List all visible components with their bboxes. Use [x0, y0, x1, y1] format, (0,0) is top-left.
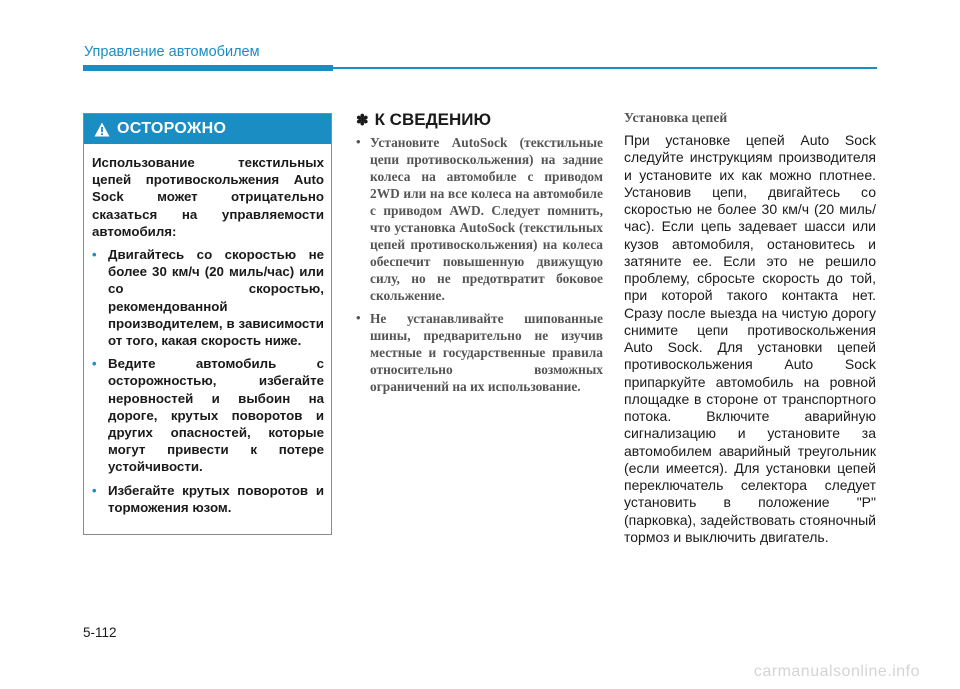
note-bullet-text: Установите AutoSock (текстильные цепи противоскольжения) на задние колеса на автомобиле с приводом 2WD или на все колеса на автомобиле с приводом AWD. Следует помнить, что установка AutoSock (текстильных цепей противоскольжения) на колеса обеспечит повышенную движущую силу, но не предотвратит боковое скольжение. — [370, 135, 603, 303]
star-icon: ✽ — [356, 112, 369, 129]
warning-intro: Использование текстильных цепей противоскольжения Auto Sock может отрицательно сказаться на управляемости автомобиля: — [92, 155, 324, 239]
header-rule-thick — [83, 65, 333, 71]
bullet-icon: • — [92, 247, 97, 263]
warning-body — [84, 144, 331, 516]
install-heading: Установка цепей — [624, 110, 728, 125]
header-rule-thin — [333, 67, 877, 69]
warning-triangle-icon — [94, 122, 110, 137]
note-bullet — [356, 310, 603, 395]
bullet-icon: • — [92, 482, 97, 498]
warning-header — [84, 114, 331, 144]
note-bullet-text: Не устанавливайте шипованные шины, предварительно не изучив местные и государственные правила относительно возможных ограничений на их использование. — [370, 311, 603, 394]
warning-bullet — [92, 246, 324, 349]
warning-bullet-text: Ведите автомобиль с осторожностью, избегайте неровностей и выбоин на дороге, крутых поворотов и других опасностей, которые могут привести к потере устойчивости. — [108, 356, 324, 475]
warning-bullet-text: Избегайте крутых поворотов и торможения юзом. — [108, 482, 324, 515]
warning-bullet — [92, 355, 324, 475]
warning-bullet-text: Двигайтесь со скоростью не более 30 км/ч (20 миль/час) или со скоростью, рекомендованной производителем, в зависимости от того, какая скорость ниже. — [108, 247, 324, 349]
bullet-icon: • — [92, 356, 97, 372]
bullet-icon: • — [356, 134, 361, 149]
warning-bullet — [92, 482, 324, 516]
install-body: При установке цепей Auto Sock следуйте инструкциям производителя и установите их как можно плотнее. Установив цепи, двигайтесь со скоростью не более 30 км/ч (20 миль/час). Если цепь задевает шасси или кузов автомобиля, остановитесь и затяните ее. Если это не решило проблему, сбросьте скорость до той, при которой такого контакта нет. Сразу после выезда на чистую дорогу снимите цепи противоскольжения Auto Sock. Для установки цепей противоскольжения Auto Sock припаркуйте автомобиль на ровной площадке в стороне от транспортного потока. Включите аварийную сигнализацию и установите за автомобилем аварийный треугольник (если имеется). Для установки цепей переключатель селектора следует установить в положение "P" (парковка), задействовать стояночный тормоз и выключить двигатель. — [624, 132, 876, 545]
note-title: К СВЕДЕНИЮ — [374, 110, 492, 129]
note-bullet — [356, 134, 603, 304]
note-header — [356, 110, 603, 130]
watermark: carmanualsonline.info — [753, 663, 920, 680]
note-section — [356, 110, 603, 401]
warning-box — [83, 113, 332, 535]
section-title: Управление автомобилем — [84, 44, 260, 60]
bullet-icon: • — [356, 310, 361, 325]
install-section — [624, 110, 876, 546]
page-number: 5-112 — [83, 625, 117, 640]
warning-title: ОСТОРОЖНО — [117, 120, 227, 137]
